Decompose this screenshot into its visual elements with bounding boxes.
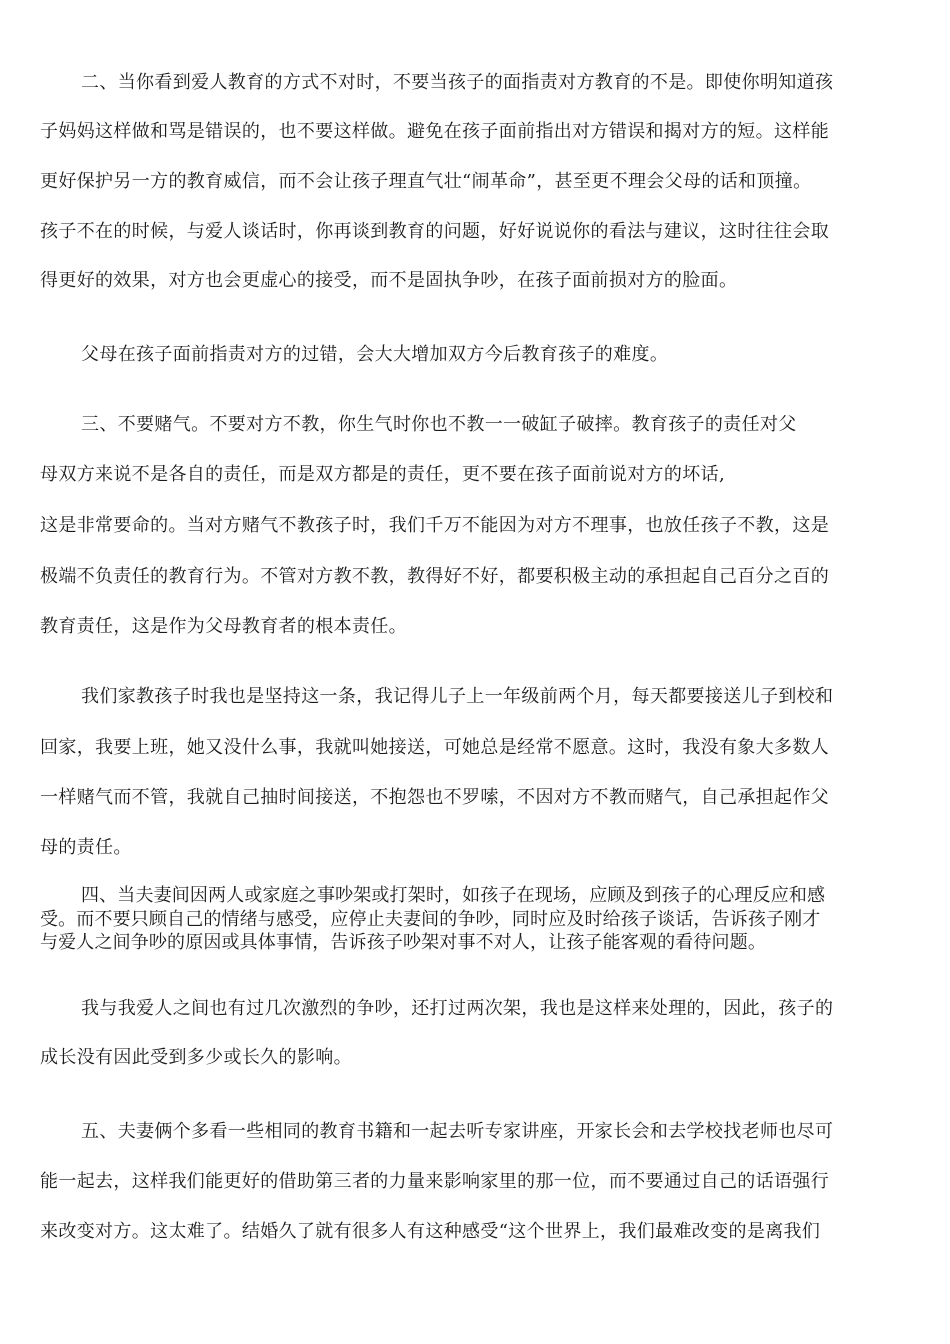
text-line: 二、当你看到爱人教育的方式不对时，不要当孩子的面指责对方教育的不是。即使你明知道孩 [81,72,834,93]
text-line: 成长没有因此受到多少或长久的影响。 [40,1047,352,1068]
text-line: 更好保护另一方的教育威信，而不会让孩子理直气壮“闹革命”，甚至更不理会父母的话和顶撞。 [40,171,812,192]
text-line: 受。而不要只顾自己的情绪与感受，应停止夫妻间的争吵，同时应及时给孩子谈话，告诉孩子刚才 [40,909,821,930]
text-line: 我与我爱人之间也有过几次激烈的争吵，还打过两次架，我也是这样来处理的，因此，孩子的 [81,998,834,1019]
text-line: 五、夫妻俩个多看一些相同的教育书籍和一起去听专家讲座，开家长会和去学校找老师也尽可 [81,1121,834,1142]
text-line: 母双方来说不是各自的责任，而是双方都是的责任，更不要在孩子面前说对方的坏话, [40,464,726,485]
text-line: 母的责任。 [40,837,132,858]
text-line: 教育责任，这是作为父母教育者的根本责任。 [40,616,407,637]
text-line: 与爱人之间争吵的原因或具体事情，告诉孩子吵架对事不对人，让孩子能客观的看待问题。 [40,932,766,953]
text-line: 三、不要赌气。不要对方不教，你生气时你也不教一一破缸子破摔。教育孩子的责任对父 [81,414,797,435]
text-line: 回家，我要上班，她又没什么事，我就叫她接送，可她总是经常不愿意。这时，我没有象大多数人 [40,737,830,758]
text-line: 得更好的效果，对方也会更虚心的接受，而不是固执争吵，在孩子面前损对方的脸面。 [40,270,738,291]
text-line: 四、当夫妻间因两人或家庭之事吵架或打架时，如孩子在现场，应顾及到孩子的心理反应和感 [81,885,826,906]
text-line: 子妈妈这样做和骂是错误的，也不要这样做。避免在孩子面前指出对方错误和揭对方的短。这样能 [40,121,830,142]
text-line: 一样赌气而不管，我就自己抽时间接送，不抱怨也不罗嗦，不因对方不教而赌气，自己承担起作父 [40,787,830,808]
text-line: 极端不负责任的教育行为。不管对方教不教，教得好不好，都要积极主动的承担起自己百分之百的 [40,566,830,587]
text-line: 父母在孩子面前指责对方的过错，会大大增加双方今后教育孩子的难度。 [81,344,669,365]
text-line: 我们家教孩子时我也是坚持这一条，我记得儿子上一年级前两个月，每天都要接送儿子到校和 [81,686,834,707]
text-line: 能一起去，这样我们能更好的借助第三者的力量来影响家里的那一位，而不要通过自己的话语强行 [40,1171,830,1192]
text-line: 孩子不在的时候，与爱人谈话时，你再谈到教育的问题，好好说说你的看法与建议，这时往往会取 [40,221,830,242]
text-line: 来改变对方。这太难了。结婚久了就有很多人有这种感受“这个世界上，我们最难改变的是离我们 [40,1221,821,1242]
text-line: 这是非常要命的。当对方赌气不教孩子时，我们千万不能因为对方不理事，也放任孩子不教，这是 [40,515,830,536]
